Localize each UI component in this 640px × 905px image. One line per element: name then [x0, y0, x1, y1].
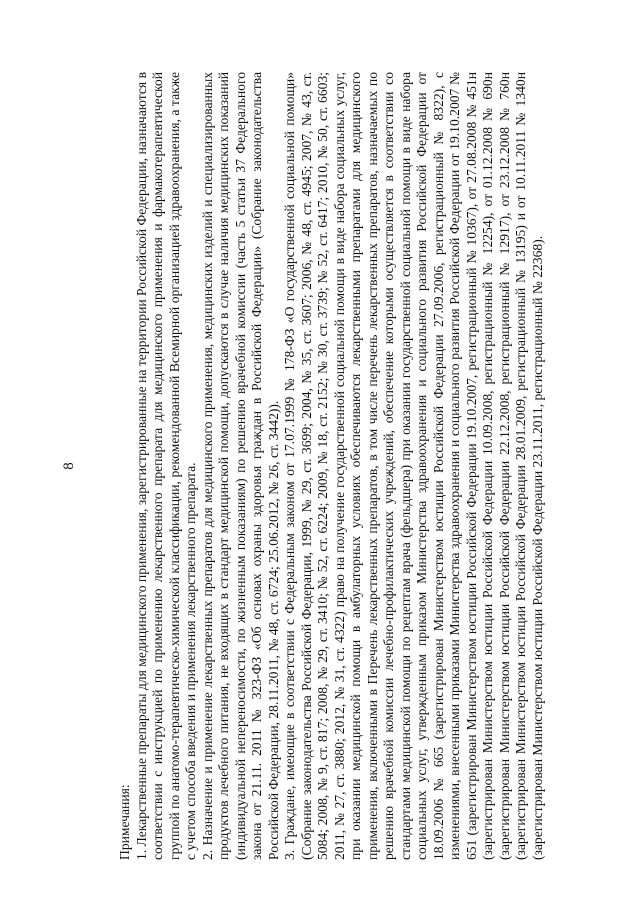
page-number: 8: [61, 462, 77, 470]
note-paragraph-3: 3. Граждане, имеющие в соответствии с Федеральным законом от 17.07.1999 № 178-ФЗ «О государственной социальной помощи» (Собрание законодательства Российской Федерации, 1999, № 29, ст. 3699; 2004, № 35, ст. 3607; 2006, № 48, ст. 4945; 2007, № 43, ст. 5084; 2008, № 9, ст. 817; 2008, № 29, ст. 3410; № 52, ст. 6224; 2009, № 18, ст. 2152; № 30, ст. 3739; № 52, ст. 6417; 2010, № 50, ст. 6603; 2011, № 27, ст. 3880; 2012, № 31, ст. 4322) право на получение государственной социальной помощи в виде набора социальных услуг, при оказании медицинской помощи в амбулаторных условиях обеспечиваются лекарственными препаратами для медицинского применения, включенными в Перечень лекарственных препаратов, в том числе перечень лекарственных препаратов, назначаемых по решению врачебной комиссии лечебно-профилактических учреждений, обеспечение которыми осуществляется в соответствии со стандартами медицинской помощи по рецептам врача (фельдшера) при оказании государственной социальной помощи в виде набора социальных услуг, утвержденным приказом Министерства здравоохранения и социального развития Российской Федерации от 18.09.2006 № 665 (зарегистрирован Министерством юстиции Российской Федерации 27.09.2006, регистрационный № 8322), с изменениями, внесенными приказами Министерства здравоохранения и социального развития Российской Федерации от 19.10.2007 № 651 (зарегистрирован Министерством юстиции Российской Федерации 19.10.2007, регистрационный № 10367), от 27.08.2008 № 451н (зарегистрирован Министерством юстиции Российской Федерации 10.09.2008, регистрационный № 12254), от 01.12.2008 № 690н (зарегистрирован Министерством юстиции Российской Федерации 22.12.2008, регистрационный № 12917), от 23.12.2008 № 760н (зарегистрирован Министерством юстиции Российской Федерации 28.01.2009, регистрационный № 13195) и от 10.11.2011 № 1340н (зарегистрирован Министерством юстиции Российской Федерации 23.11.2011, регистрационный № 22368).: [282, 72, 545, 860]
rotated-page-content: [62, 72, 582, 860]
notes-section: [117, 72, 546, 860]
note-paragraph-1: 1. Лекарственные препараты для медицинского применения, зарегистрированные на территории Российской Федерации, назначаются в соответствии с инструкцией по применению лекарственного препарата для медицинского применения и фармакотерапевтической группой по анатомо-терапевтическо-химической классификации, рекомендованной Всемирной организацией здравоохранения, а также с учетом способа введения и применения лекарственного препарата.: [133, 72, 198, 860]
notes-heading: Примечания:: [117, 784, 132, 860]
note-paragraph-2: 2. Назначение и применение лекарственных препаратов для медицинского применения, медицинских изделий и специализированных продуктов лечебного питания, не входящих в стандарт медицинской помощи, допускаются в случае наличия медицинских показаний (индивидуальной непереносимости, по жизненным показаниям) по решению врачебной комиссии (часть 5 статьи 37 Федерального закона от 21.11. 2011 № 323-ФЗ «Об основах охраны здоровья граждан в Российской Федерации» (Собрание законодательства Российской Федерации, 28.11.2011, № 48, ст. 6724; 25.06.2012, № 26, ст. 3442)).: [199, 72, 281, 860]
